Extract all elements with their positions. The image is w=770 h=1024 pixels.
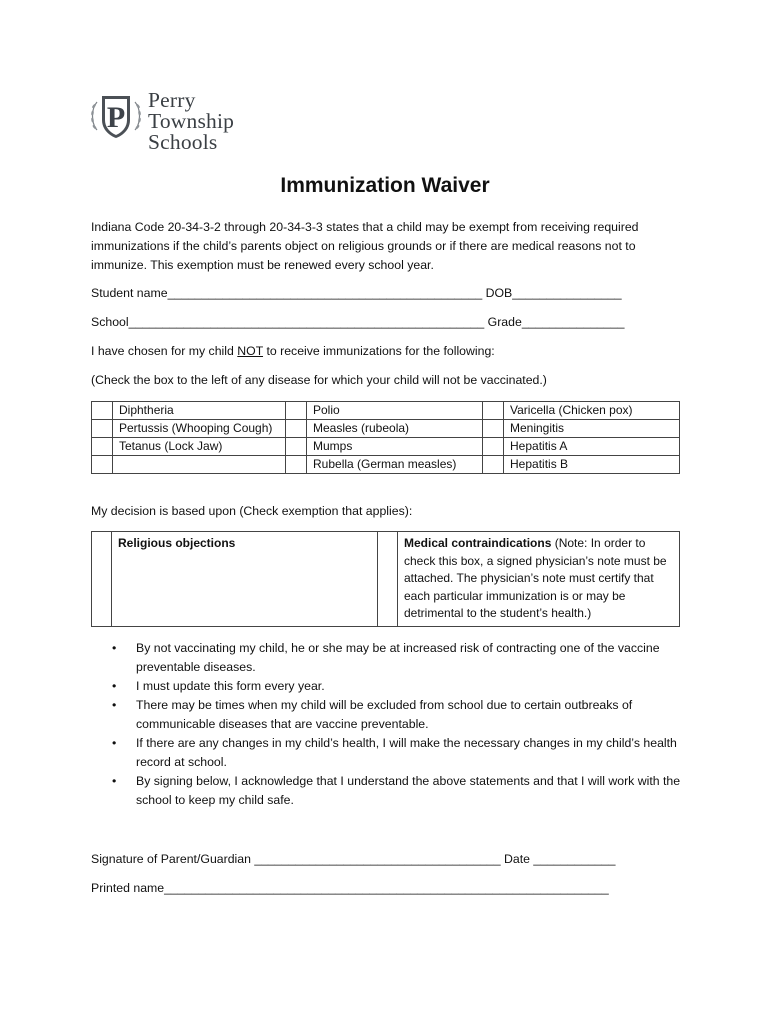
list-item: • By not vaccinating my child, he or she may be at increased risk of contracting one of the vaccine preventable diseases. [112,641,660,674]
checkbox-measles[interactable] [286,420,307,438]
table-row [92,420,680,438]
logo-wordmark [148,90,234,153]
decision-statement: My decision is based upon (Check exemption that applies): [91,504,413,518]
checkbox-hepatitis-a[interactable] [483,438,504,456]
medical-label: Medical contraindications [404,536,552,550]
logo-line-2: Township [148,109,235,133]
signature-date-field[interactable]: Signature of Parent/Guardian ____________________________________ Date ____________ [91,852,616,866]
school-grade-field[interactable]: School____________________________________________________ Grade_______________ [91,315,625,329]
checkbox-rubella[interactable] [286,456,307,474]
religious-objections-label: Religious objections [112,532,378,627]
list-item: • I must update this form every year. [108,677,682,696]
exemptions-table [91,531,680,627]
checkbox-diphtheria[interactable] [92,402,113,420]
bullet-icon: • [112,774,117,788]
medical-contraindications-cell [398,532,680,627]
acknowledgement-list [108,639,682,810]
choice-suffix: to receive immunizations for the following: [263,344,495,358]
bullet-icon: • [112,736,117,750]
table-row [92,456,680,474]
table-row [92,402,680,420]
checkbox-varicella[interactable] [483,402,504,420]
disease-cell: Pertussis (Whooping Cough) [113,420,286,438]
checkbox-meningitis[interactable] [483,420,504,438]
checkbox-polio[interactable] [286,402,307,420]
disease-cell: Mumps [307,438,483,456]
check-instruction: (Check the box to the left of any disease for which your child will not be vaccinated.) [91,373,547,387]
disease-cell: Polio [307,402,483,420]
checkbox-hepatitis-b[interactable] [483,456,504,474]
logo-line-3: Schools [148,130,218,154]
disease-cell: Meningitis [504,420,680,438]
choice-prefix: I have chosen for my child [91,344,238,358]
disease-cell: Rubella (German measles) [307,456,483,474]
school-crest-icon [88,90,144,142]
disease-cell: Tetanus (Lock Jaw) [113,438,286,456]
intro-paragraph: Indiana Code 20-34-3-2 through 20-34-3-3 states that a child may be exempt from receiving required immunizations if the child’s parents object on religious grounds or if there are medical reasons not to immunize. This exemption must be renewed every school year. [91,220,639,272]
student-name-dob-field[interactable]: Student name______________________________________________ DOB________________ [91,286,622,300]
checkbox-medical[interactable] [378,532,398,627]
diseases-table [91,401,680,474]
bullet-icon: • [112,698,117,712]
checkbox-empty[interactable] [92,456,113,474]
printed-name-field[interactable]: Printed name_________________________________________________________________ [91,881,609,895]
list-item: • If there are any changes in my child’s health, I will make the necessary changes in my child’s health record at school. [112,736,677,769]
list-item: • By signing below, I acknowledge that I understand the above statements and that I will work with the school to keep my child safe. [112,774,681,807]
checkbox-religious[interactable] [92,532,112,627]
logo-line-1: Perry [148,88,196,112]
table-row [92,532,680,627]
disease-cell: Hepatitis A [504,438,680,456]
disease-cell: Diphtheria [113,402,286,420]
medical-note: (Note: In order to check this box, a signed physician’s note must be attached. The physician’s note must certify that each particular immunization is or may be detrimental to the student’s health.) [404,536,667,620]
perry-township-logo [88,88,263,168]
disease-cell [113,456,286,474]
checkbox-tetanus[interactable] [92,438,113,456]
choice-not: NOT [237,344,264,358]
page-title: Immunization Waiver [280,174,490,197]
list-item: • There may be times when my child will be excluded from school due to certain outbreaks of communicable diseases that are vaccine preventable. [112,698,633,731]
table-row [92,438,680,456]
svg-text:P: P [106,101,126,134]
choice-statement [91,342,495,361]
bullet-icon: • [112,679,117,693]
disease-cell: Hepatitis B [504,456,680,474]
checkbox-mumps[interactable] [286,438,307,456]
disease-cell: Varicella (Chicken pox) [504,402,680,420]
checkbox-pertussis[interactable] [92,420,113,438]
bullet-icon: • [112,641,117,655]
disease-cell: Measles (rubeola) [307,420,483,438]
